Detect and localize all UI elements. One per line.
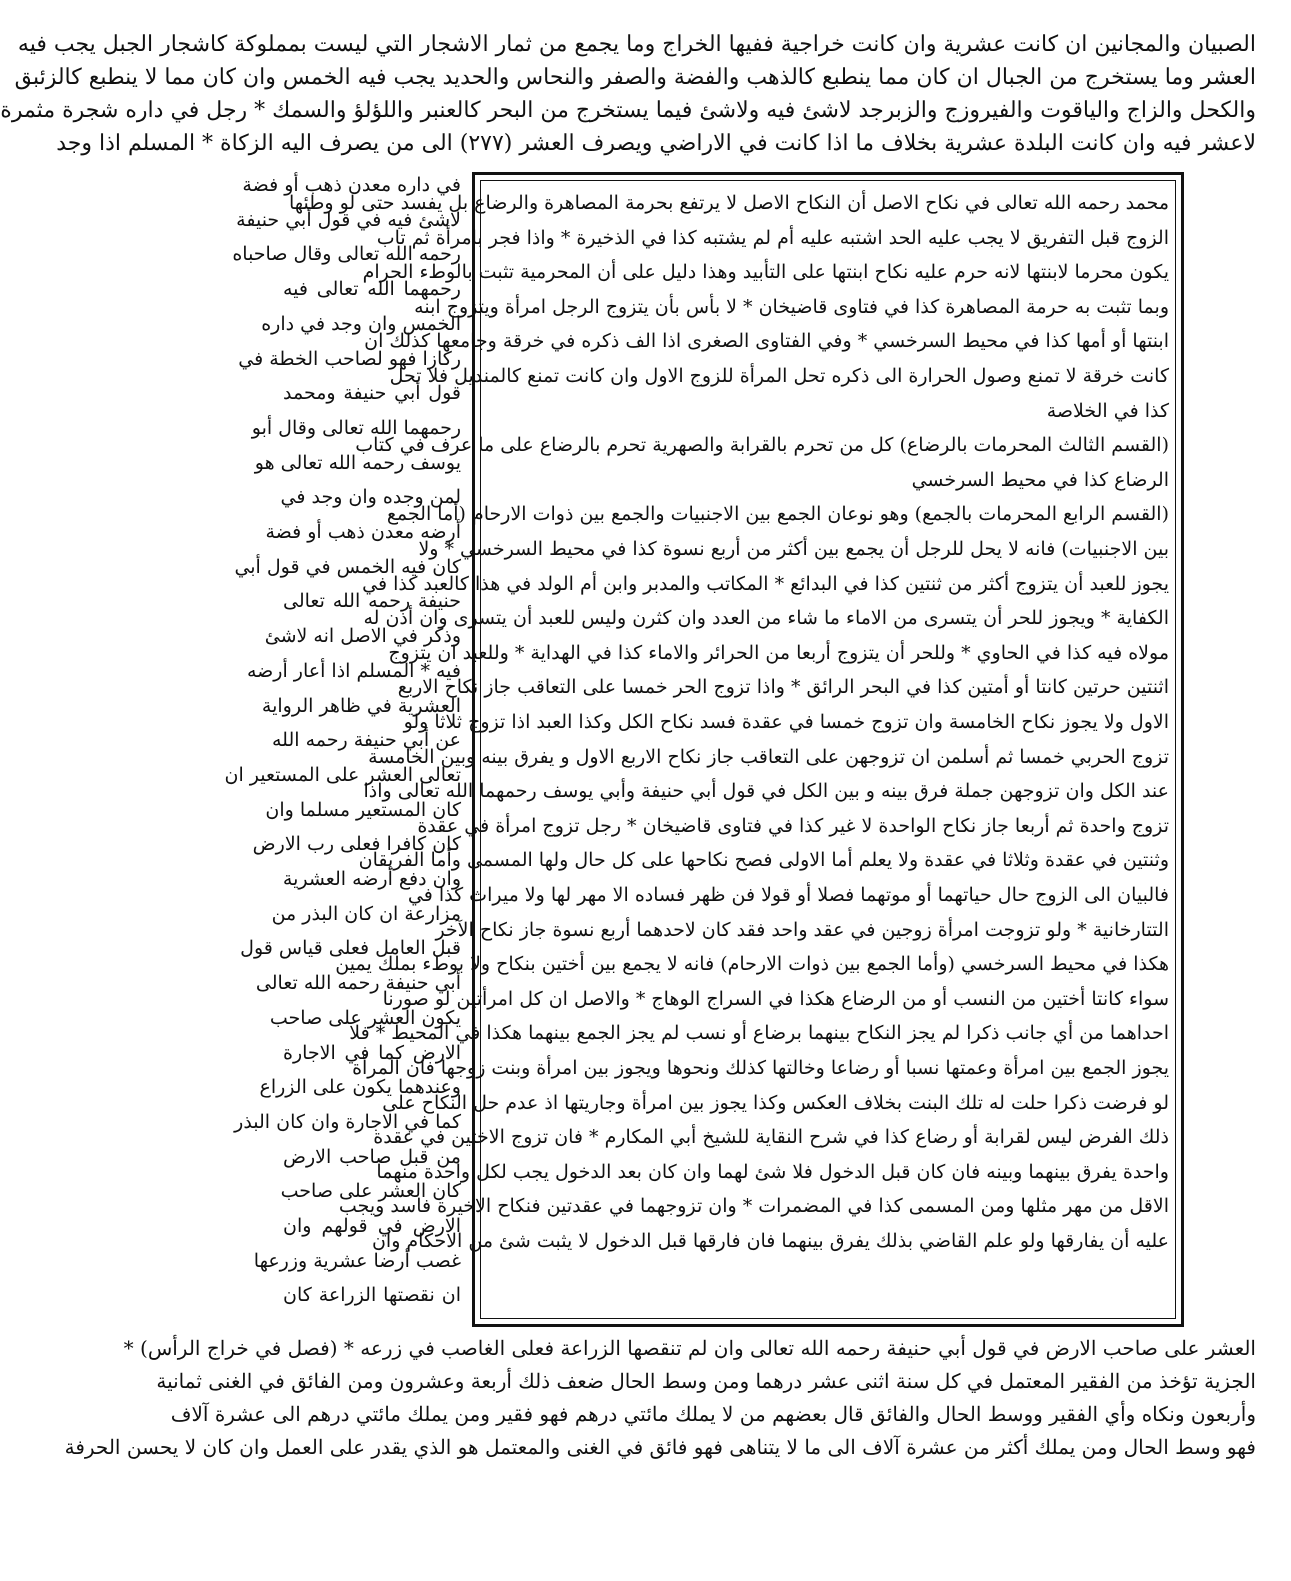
main-text-line: عند الكل وان تزوجهن جملة فرق بينه و بين الكل في قول أبي حنيفة وأبي يوسف رحمهما الله تعالى واذا bbox=[363, 780, 1169, 803]
main-text-line: سواء كانتا أختين من النسب أو من الرضاع هكذا في السراج الوهاج * والاصل ان كل امرأتين لو صورنا bbox=[382, 987, 1169, 1010]
side-text-line: كما في الاجارة وان كان البذر bbox=[234, 1110, 461, 1133]
side-text-line: تعالى العشر على المستعير ان bbox=[224, 763, 461, 786]
footer-text-line: فهو وسط الحال ومن يملك أكثر من عشرة آلاف الى ما لا يتناهى فهو فائق في الغنى والمعتمل هو الذي يقدر على العمل وان كان لا يحسن الحرفة bbox=[64, 1435, 1256, 1459]
side-text-line: غصب أرضا عشرية وزرعها bbox=[253, 1249, 461, 1272]
side-text-line: وذكر في الاصل انه لاشئ bbox=[264, 625, 461, 648]
side-text-line: الارض كما في الاجارة bbox=[283, 1041, 461, 1064]
side-text-line: وعندهما يكون على الزراع bbox=[259, 1076, 461, 1099]
header-text-line: لاعشر فيه وان كانت البلدة عشرية بخلاف ما اذا كانت في الاراضي ويصرف العشر (٢٧٧) الى من يصرف اليه الزكاة * المسلم اذا وجد bbox=[56, 131, 1256, 156]
side-text-line: رحمهما الله تعالى فيه bbox=[283, 278, 461, 301]
main-text-line: تزوج واحدة ثم أربعا جاز نكاح الواحدة لا غير كذا في فتاوى قاضيخان * رجل تزوج امرأة في عقدة bbox=[417, 814, 1169, 837]
main-text-line: بين الاجنبيات) فانه لا يحل للرجل أن يجمع بين أكثر من أربع نسوة كذا في محيط السرخسي * ولا bbox=[418, 538, 1169, 560]
side-text-line: ركازا فهو لصاحب الخطة في bbox=[238, 347, 461, 370]
side-text-line: في داره معدن ذهب أو فضة bbox=[242, 174, 461, 196]
side-text-line: حنيفة رحمه الله تعالى bbox=[283, 590, 461, 613]
side-text-line: العشرية في ظاهر الرواية bbox=[261, 694, 461, 717]
main-text-line: هكذا في محيط السرخسي (وأما الجمع بين ذوات الارحام) فانه لا يجمع بين أختين بنكاح ولا بوطء بملك يمين bbox=[335, 953, 1169, 976]
main-text-line: كذا في الخلاصة bbox=[1046, 399, 1169, 422]
side-text-line: وان دفع أرضه العشرية bbox=[282, 868, 461, 890]
main-text-line: وثنتين في عقدة وثلاثا في عقدة ولا يعلم أما الاولى فصح نكاحها على كل حال ولها المسمى وأما الفريقان bbox=[358, 849, 1169, 872]
main-text-line: التتارخانية * ولو تزوجت امرأة زوجين في عقد واحد فقد كان لاحدهما أربع نسوة جاز نكاح الآخر bbox=[435, 918, 1169, 941]
side-text-line: من قبل صاحب الارض bbox=[283, 1145, 461, 1168]
main-text-line: الاقل من مهر مثلها ومن المسمى كذا في المضمرات * وان تزوجهما في عقدتين فنكاح الاخيرة فاسد ويجب bbox=[338, 1195, 1169, 1218]
header-text-line: الصبيان والمجانين ان كانت عشرية وان كانت خراجية ففيها الخراج وما يجمع من ثمار الاشجار التي ليست بمملوكة كاشجار الجبل يجب فيه bbox=[17, 32, 1256, 57]
main-text-line: (القسم الثالث المحرمات بالرضاع) كل من تحرم بالقرابة والصهرية تحرم بالرضاع على ما عرف في كتاب bbox=[355, 434, 1169, 457]
side-text-line: قبل العامل فعلى قياس قول bbox=[240, 937, 461, 960]
side-text-line: يوسف رحمه الله تعالى هو bbox=[254, 451, 461, 474]
header-text-line: العشر وما يستخرج من الجبال ان كان مما ينطبع كالذهب والفضة والصفر والنحاس والحديد يجب فيه الخمس وان كان مما لا ينطبع كالزئبق bbox=[14, 65, 1256, 90]
side-text-line: الخمس وان وجد في داره bbox=[261, 312, 461, 335]
main-text-line: احداهما من أي جانب ذكرا لم يجز النكاح بينهما برضاع أو نسب لم يجز الجمع بينهما هكذا في المحيط * فلا bbox=[349, 1022, 1169, 1045]
main-text-line: الاول ولا يجوز نكاح الخامسة وان تزوج خمسا في عقدة فسد نكاح الكل وكذا العبد اذا تزوج ثلاثا ولو bbox=[403, 711, 1169, 733]
main-text-line: واحدة يفرق بينهما وبينه فان كان قبل الدخول فلا شئ لهما وان كان بعد الدخول يجب لكل واحدة منهما bbox=[376, 1160, 1169, 1183]
main-text-line: ذلك الفرض ليس لقرابة أو رضاع كذا في شرح النقاية للشيخ أبي المكارم * فان تزوج الاختين في عقدة bbox=[373, 1126, 1169, 1149]
main-text-line: الكفاية * ويجوز للحر أن يتسرى من الاماء ما شاء من العدد وان كثرن وليس للعبد أن يتسرى وان أذن له bbox=[363, 607, 1169, 630]
side-text-line: رحمه الله تعالى وقال صاحباه bbox=[232, 243, 461, 266]
side-text-line: كان العشر على صاحب bbox=[280, 1180, 461, 1203]
header-text-line: والكحل والزاج والياقوت والفيروزج والزبرجد لاشئ فيه ولاشئ فيما يستخرج من البحر كالعنبر واللؤلؤ والسمك * رجل في داره شجرة مثمرة bbox=[0, 98, 1256, 123]
side-text-line: كان فيه الخمس في قول أبي bbox=[234, 555, 461, 578]
main-text-line: يكون محرما لابنتها لانه حرم عليه نكاح ابنتها على التأبيد وهذا دليل على أن المحرمية تثبت بالوطء الحرام bbox=[362, 261, 1169, 284]
footer-text-line: العشر على صاحب الارض في قول أبي حنيفة رحمه الله تعالى وان لم تنقصها الزراعة فعلى الغاصب في زرعه * (فصل في خراج الرأس) * bbox=[123, 1336, 1256, 1360]
side-text-line: أرضه معدن ذهب أو فضة bbox=[265, 521, 461, 543]
side-text-line: لمن وجده وان وجد في bbox=[280, 486, 461, 509]
side-text-line: عن أبي حنيفة رحمه الله bbox=[271, 729, 461, 752]
main-text-line: يجوز الجمع بين امرأة وعمتها نسبا أو رضاعا وخالتها كذلك ونحوها ويجوز بين امرأة وبنت زوجها فان المرأة bbox=[352, 1057, 1169, 1079]
side-text-line: الارض في قولهم وان bbox=[283, 1215, 461, 1237]
main-text-line: الزوج قبل التفريق لا يجب عليه الحد اشتبه عليه أم لم يشتبه كذا في الذخيرة * واذا فجر بامرأة ثم تاب bbox=[376, 226, 1169, 249]
main-text-line: يجوز للعبد أن يتزوج أكثر من ثنتين كذا في البدائع * المكاتب والمدبر وابن أم الولد في هذا كالعبد كذا في bbox=[362, 572, 1169, 595]
footer-text-line: الجزية تؤخذ من الفقير المعتمل في كل سنة اثنى عشر درهما ومن وسط الحال ضعف ذلك أربعة وعشرون ومن الفائق في الغنى ثمانية bbox=[156, 1369, 1256, 1393]
main-text-line: كانت خرقة لا تمنع وصول الحرارة الى ذكره تحل المرأة للزوج الاول وان كانت تمنع كالمنديل فلا تحل bbox=[389, 365, 1169, 387]
side-text-line: فيه * المسلم اذا أعار أرضه bbox=[246, 659, 461, 682]
main-text-line: لو فرضت ذكرا حلت له تلك البنت بخلاف العكس وكذا يجوز بين امرأة وجاريتها اذ عدم حل النكاح على bbox=[382, 1091, 1169, 1114]
main-text-line: وبما تثبت به حرمة المصاهرة كذا في فتاوى قاضيخان * لا بأس بأن يتزوج الرجل امرأة ويتزوج ابنه bbox=[414, 295, 1169, 318]
side-text-line: قول أبي حنيفة ومحمد bbox=[283, 382, 461, 405]
main-text-line: (القسم الرابع المحرمات بالجمع) وهو نوعان الجمع بين الاجنبيات والجمع بين ذوات الارحام (أما الجمع bbox=[386, 503, 1169, 526]
side-text-line: رحمهما الله تعالى وقال أبو bbox=[251, 416, 461, 439]
side-text-line: يكون العشر على صاحب bbox=[269, 1006, 461, 1029]
side-text-line: كان المستعير مسلما وان bbox=[265, 798, 461, 821]
main-text-line: تزوج الحربي خمسا ثم أسلمن ان تزوجهن على التعاقب جاز نكاح الاربع الاول و يفرق بينه وبين الخامسة bbox=[368, 745, 1169, 768]
main-text-line: فالبيان الى الزوج حال حياتهما أو موتهما فصلا أو قولا فن ظهر فساده الا مهر لها ولا ميراث كذا في bbox=[407, 884, 1169, 906]
main-text-line: اثنتين حرتين كانتا أو أمتين كذا في البحر الرائق * واذا تزوج الحر خمسا على التعاقب جاز نكاح الاربع bbox=[397, 676, 1169, 699]
main-text-line: عليه أن يفارقها ولو علم القاضي بذلك يفرق بينهما فان فارقها قبل الدخول لا يثبت شئ من الاحكام وان bbox=[371, 1230, 1169, 1252]
side-text-line: لاشئ فيه في قول أبي حنيفة bbox=[236, 208, 461, 231]
main-text-line: الرضاع كذا في محيط السرخسي bbox=[911, 468, 1169, 491]
main-text-line: مولاه فيه كذا في الحاوي * وللحر أن يتزوج أربعا من الحرائر والاماء كذا في الهداية * وللعبد ان يتزوج bbox=[388, 641, 1169, 664]
side-text-line: أبي حنيفة رحمه الله تعالى bbox=[255, 972, 461, 995]
side-text-line: مزارعة ان كان البذر من bbox=[271, 902, 461, 925]
main-text-line: محمد رحمه الله تعالى في نكاح الاصل أن النكاح الاصل لا يرتفع بحرمة المصاهرة والرضاع بل يفسد حتى لو وطئها bbox=[288, 192, 1169, 214]
main-text-line: ابنتها أو أمها كذا في محيط السرخسي * وفي الفتاوى الصغرى اذا الف ذكره في خرقة وجامعها كذلك ان bbox=[364, 330, 1169, 353]
footer-text-line: وأربعون ونكاه وأي الفقير ووسط الحال والفائق قال بعضهم من لا يملك مائتي درهم فهو فقير ومن يملك مائتي درهم الى عشرة آلاف bbox=[170, 1402, 1256, 1426]
side-text-line: كان كافرا فعلى رب الارض bbox=[252, 833, 461, 856]
side-text-line: ان نقصتها الزراعة كان bbox=[283, 1284, 461, 1307]
